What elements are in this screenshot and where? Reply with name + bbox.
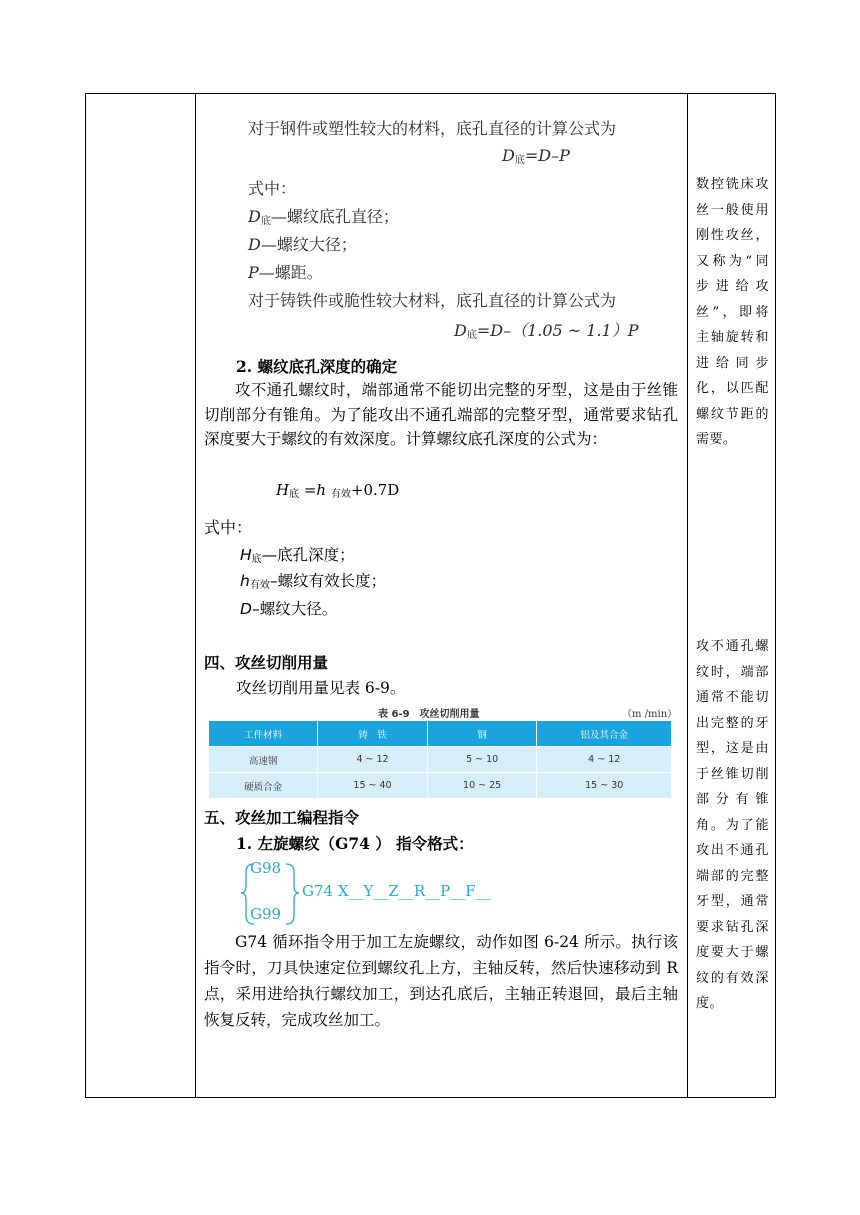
formula-intro-1: 对于钢件或塑性较大的材料，底孔直径的计算公式为 bbox=[248, 119, 617, 138]
table-row bbox=[209, 747, 672, 773]
formula-intro-2: 对于铸铁件或脆性较大材料，底孔直径的计算公式为 bbox=[248, 291, 617, 310]
def-H: $H_底—$底孔深度； bbox=[240, 546, 355, 565]
table-cell: 高速钢 bbox=[209, 747, 318, 773]
table-cell: 4 ~ 12 bbox=[318, 747, 428, 773]
formula-1: $D_底=D-P$ bbox=[502, 146, 570, 166]
g74-paragraph: G74 循环指令用于加工左旋螺纹，动作如图 6-24 所示。执行该指令时，刀具快速定位到螺纹孔上方，主轴反转，然后快速移动到 R 点，采用进给执行螺纹加工，到达孔底后，主轴正转退回，最后主轴恢复反转，完成攻丝加工。 bbox=[204, 933, 678, 1029]
side-note-1: 数控铣床攻丝一般使用刚性攻丝，又称为“同步进给攻丝”，即将主轴旋转和进给同步化，以匹配螺纹节距的需要。 bbox=[696, 177, 769, 447]
lesson-table bbox=[85, 93, 776, 1098]
depth-paragraph: 攻不通孔螺纹时，端部通常不能切出完整的牙型，这是由于丝锥切削部分有锥角。为了能攻出不通孔端部的完整牙型，通常要求钻孔深度要大于螺纹的有效深度。计算螺纹底孔深度的公式为： bbox=[204, 381, 678, 448]
def-P: P—螺距。 bbox=[248, 263, 323, 282]
where-label-1: 式中： bbox=[248, 179, 297, 198]
table-header-cell: 铝及其合金 bbox=[537, 721, 672, 747]
g99-label: G99 bbox=[250, 905, 282, 923]
table-cell: 5 ~ 10 bbox=[427, 747, 537, 773]
def-D-major: D–螺纹大径。 bbox=[240, 600, 338, 618]
table-cell: 15 ~ 30 bbox=[537, 773, 672, 799]
table-cell: 10 ~ 25 bbox=[427, 773, 537, 799]
depth-heading: 2. 螺纹底孔深度的确定 bbox=[236, 357, 398, 376]
table-caption: 表 6-9 攻丝切削用量 bbox=[378, 709, 480, 720]
table-unit: （m /min） bbox=[622, 709, 678, 720]
def-D: D—螺纹大径； bbox=[248, 235, 357, 254]
table-header-row bbox=[209, 721, 672, 747]
table-cell: 硬质合金 bbox=[209, 773, 318, 799]
section-4-paragraph: 攻丝切削用量见表 6-9。 bbox=[236, 679, 406, 697]
g74-command: G74 X__Y__Z__R__P__F__ bbox=[302, 882, 491, 900]
table-header-cell: 铸 铁 bbox=[318, 721, 428, 747]
table-cell: 4 ~ 12 bbox=[537, 747, 672, 773]
def-d-bottom: $D_底—$螺纹底孔直径； bbox=[248, 207, 399, 227]
g98-label: G98 bbox=[250, 859, 282, 877]
g74-subheading: 1. 左旋螺纹（G74 ） 指令格式： bbox=[236, 834, 474, 853]
table-header-cell: 钢 bbox=[427, 721, 537, 747]
main-content-cell bbox=[196, 94, 688, 1097]
table-header-cell: 工件材料 bbox=[209, 721, 318, 747]
cutting-table bbox=[208, 720, 672, 799]
section-5-heading: 五、攻丝加工编程指令 bbox=[204, 808, 360, 827]
side-note-2: 攻不通孔螺纹时，端部通常不能切出完整的牙型，这是由于丝锥切削部分有锥角。为了能攻出不通孔端部的完整牙型，通常要求钻孔深度要大于螺纹的有效深度。 bbox=[696, 639, 769, 1011]
g74-format-block bbox=[240, 859, 520, 924]
depth-formula: $H_底 =h$ $_{有效}$+0.7D bbox=[276, 481, 400, 500]
def-h: $h_{有效}-$螺纹有效长度； bbox=[240, 572, 387, 591]
formula-2: $D_底=D-(1.05$ ~ 1.1）P bbox=[454, 321, 639, 341]
where-label-2: 式中： bbox=[204, 518, 253, 537]
table-row bbox=[209, 773, 672, 799]
section-4-heading: 四、攻丝切削用量 bbox=[204, 653, 329, 672]
table-cell: 15 ~ 40 bbox=[318, 773, 428, 799]
